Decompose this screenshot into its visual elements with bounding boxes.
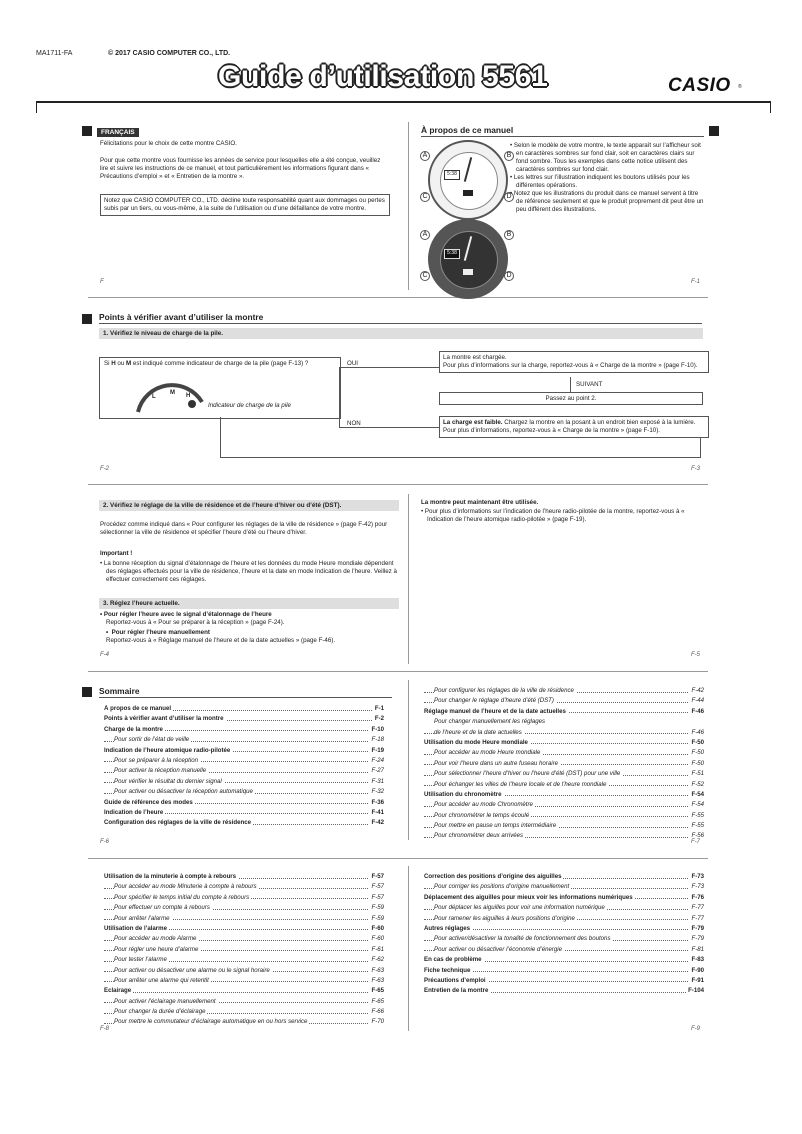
toc-entry-title: Éclairage <box>104 987 132 995</box>
page-number: F-1 <box>691 279 700 285</box>
page-number: F-2 <box>100 466 109 472</box>
toc-entry-page: F-46 <box>691 707 704 715</box>
toc-entry-title: Correction des positions d’origine des aiguilles <box>424 873 562 880</box>
toc-entry-page: F-59 <box>371 904 384 912</box>
disclaimer-text: Notez que CASIO COMPUTER CO., LTD. décline toute responsabilité quant aux dommages ou pertes subis par un tiers, ou vous-même, à la suite de l’utilisation ou d’une défaillance de votre montre. <box>104 197 385 212</box>
toc-entry-title: Pour mettre en pause un temps intermédiaire <box>434 822 557 830</box>
toc-entry-page: F-79 <box>691 935 704 943</box>
gauge-letter-l: L <box>152 394 156 400</box>
toc-entry-page: F-57 <box>371 873 384 880</box>
toc-entry <box>424 687 704 697</box>
toc-entry-title: Pour accéder au mode Minuterie à compte à rebours <box>114 883 257 891</box>
toc-entry-page: F-27 <box>371 767 384 775</box>
toc-entry-page: F-36 <box>371 798 384 806</box>
toc-entry-page: F-76 <box>691 893 704 901</box>
toc-entry-page: F-79 <box>691 924 704 932</box>
toc-entry <box>104 987 384 997</box>
toc-entry-page: F-65 <box>371 997 384 1005</box>
toc-entry <box>424 915 704 925</box>
button-letter-c: C <box>420 192 430 202</box>
toc-entry <box>104 956 384 966</box>
ready-text: • Pour plus d’informations sur l’indication de l’heure radio-pilotée de la montre, reportez-vous à « Indication de l’heure atomique radio-pilotée » (page F-19). <box>421 508 685 523</box>
toc-entry <box>104 1018 384 1028</box>
toc-entry-title: Pour activer l’éclairage manuellement <box>114 997 216 1005</box>
page-number: F-7 <box>691 839 700 845</box>
toc-entry-page: F-54 <box>691 801 704 809</box>
page-number: F-5 <box>691 652 700 658</box>
toc-entry <box>104 904 384 914</box>
toc-entry-page: F-104 <box>688 987 704 995</box>
toc-entry-title: Pour activer la réception manuelle <box>114 767 207 775</box>
toc-entry-page: F-55 <box>691 822 704 830</box>
language-badge: FRANÇAIS <box>97 128 139 137</box>
toc-entry-title: Pour chronométrer le temps écoulé <box>434 811 530 819</box>
toc-entry-page: F-50 <box>691 738 704 746</box>
margin-marker <box>82 687 92 697</box>
toc-entry-page: F-62 <box>371 956 384 964</box>
toc-entry <box>424 822 704 832</box>
about-bullets: • Selon le modèle de votre montre, le texte apparaît sur l’afficheur soit en caractères sombres sur fond clair, soit en caractères clairs sur fond sombre. Tous les exemples dans cette notice utilisent des caractères sombres sur fond clair. • Les lettres sur l’illustration indiquent les boutons utilisés pour les différentes opérations. • Notez que les illustrations du produit dans ce manuel servent à titre de référence seulement et que le produit proprement dit peut être un peu différent des illustrations. <box>510 142 704 213</box>
toc-entry-title: À propos de ce manuel <box>104 705 172 712</box>
toc-entry <box>104 1008 384 1018</box>
page-title: Guide d’utilisation 5561 <box>218 60 548 93</box>
toc-entry <box>424 894 704 904</box>
toc-entry-title: Pour ramener les aiguilles à leurs positions d’origine <box>434 914 575 922</box>
page-number: F-9 <box>691 1026 700 1032</box>
toc-entry <box>424 832 704 842</box>
toc-entry <box>424 987 704 997</box>
margin-marker <box>709 126 719 136</box>
toc-entry-title: Pour déplacer les aiguilles pour voir une information numérique <box>434 904 605 912</box>
toc-entry-title: Pour activer ou désactiver une alarme ou le signal horaire <box>114 966 270 974</box>
toc-entry <box>424 781 704 791</box>
gauge-letter-h: H <box>186 393 191 399</box>
watch-illustration: 5:38 <box>428 219 508 299</box>
toc-entry-title: Charge de la montre <box>104 725 163 733</box>
button-letter-b: B <box>504 230 514 240</box>
toc-entry-page: F-90 <box>691 966 704 974</box>
toc-entry-page: F-61 <box>371 945 384 953</box>
toc-entry-page: F-50 <box>691 759 704 767</box>
toc-entry-title: Pour changer manuellement les réglages <box>434 718 546 726</box>
toc-entry <box>424 791 704 801</box>
toc-entry-page: F-57 <box>371 893 384 901</box>
toc-entry <box>424 749 704 759</box>
toc-entry-title: Indication de l’heure <box>104 808 164 816</box>
question-box: Si H ou M est indiqué comme indicateur de charge de la pile (page F-13) ? <box>99 357 341 419</box>
toc-entry <box>424 760 704 770</box>
toc-entry <box>104 894 384 904</box>
toc-entry <box>104 778 384 788</box>
toc-entry-page: F-24 <box>371 756 384 764</box>
page-number: F-8 <box>100 1026 109 1032</box>
margin-marker <box>82 314 92 324</box>
about-manual-heading: À propos de ce manuel <box>421 125 704 137</box>
toc-entry-page: F-19 <box>371 746 384 754</box>
toc-column <box>424 873 704 998</box>
charged-box: La montre est chargée. Pour plus d’informations sur la charge, reportez-vous à « Charge de la montre » (page F-10). <box>439 351 709 373</box>
toc-entry <box>424 873 704 883</box>
button-letter-c: C <box>420 271 430 281</box>
toc-entry <box>424 697 704 707</box>
toc-entry-title: Pour voir l’heure dans un autre fuseau horaire <box>434 759 558 767</box>
toc-entry <box>424 977 704 987</box>
toc-entry-page: F-77 <box>691 914 704 922</box>
step2-text: Procédez comme indiqué dans « Pour configurer les réglages de la ville de résidence » (page F-42) pour sélectionner la ville de résidence et spécifier l’heure d’été ou l’heure d’hiver. <box>100 521 388 536</box>
toc-entry-title: Pour chronométrer deux arrivées <box>434 832 524 840</box>
gauge-letter-m: M <box>170 390 175 396</box>
toc-entry-page: F-73 <box>691 873 704 880</box>
toc-entry-title: de l’heure et de la date actuelles <box>434 728 522 736</box>
toc-entry-page: F-51 <box>691 770 704 778</box>
non-label: NON <box>347 420 361 427</box>
step1-header: 1. Vérifiez le niveau de charge de la pile. <box>99 328 703 339</box>
points-heading: Points à vérifier avant d’utiliser la montre <box>99 312 702 324</box>
toc-entry <box>424 770 704 780</box>
suivant-label: SUIVANT <box>576 381 603 388</box>
toc-entry-title: Pour changer la durée d’éclairage <box>114 1008 206 1016</box>
page-number: F-6 <box>100 839 109 845</box>
toc-entry-title: Pour accéder au mode Chronomètre <box>434 801 533 809</box>
toc-entry <box>424 946 704 956</box>
toc-entry <box>104 788 384 798</box>
toc-entry <box>104 935 384 945</box>
toc-entry-page: F-54 <box>691 790 704 798</box>
button-letter-a: A <box>420 151 430 161</box>
toc-entry-title: Pour accéder au mode Heure mondiale <box>434 749 541 757</box>
toc-entry <box>104 946 384 956</box>
page-number: F-4 <box>100 652 109 658</box>
toc-entry-title: Pour arrêter l’alarme <box>114 914 170 922</box>
button-letter-d: D <box>504 271 514 281</box>
intro-text: Pour que cette montre vous fournisse les années de service pour lesquelles elle a été conçue, veuillez lire et suivre les instructions de ce manuel, et tout particulièrement les informations figurant dans « Précautions d’emploi » et « Entretien de la montre ». <box>100 157 381 180</box>
toc-entry-title: Pour échanger les villes de l’heure locale et de l’heure mondiale <box>434 780 607 788</box>
margin-marker <box>82 126 92 136</box>
toc-entry-title: Utilisation de l’alarme <box>104 924 167 932</box>
button-letter-a: A <box>420 230 430 240</box>
toc-entry-page: F-81 <box>691 945 704 953</box>
toc-entry-title: Pour activer ou désactiver l’économie d’énergie <box>434 945 563 953</box>
toc-entry-title: Pour sortir de l’état de veille <box>114 736 190 744</box>
toc-entry <box>424 967 704 977</box>
toc-entry-page: F-41 <box>371 808 384 816</box>
toc-entry-title: Pour effectuer un compte à rebours <box>114 904 210 912</box>
toc-entry-title: Utilisation de la minuterie à compte à rebours <box>104 873 237 880</box>
toc-entry-title: Pour changer le réglage d’heure d’été (DST) <box>434 697 554 705</box>
toc-entry-title: Déplacement des aiguilles pour mieux voir les informations numériques <box>424 893 633 901</box>
toc-entry-page: F-91 <box>691 976 704 984</box>
toc-entry-page: F-63 <box>371 976 384 984</box>
copyright: © 2017 CASIO COMPUTER CO., LTD. <box>108 50 231 57</box>
step3-header: 3. Réglez l’heure actuelle. <box>99 598 399 609</box>
set-time-signal: • Pour régler l’heure avec le signal d’étalonnage de l’heure Reportez-vous à « Pour se préparer à la réception » (page F-24). <box>100 611 285 626</box>
toc-entry <box>104 873 384 883</box>
toc-entry-page: F-70 <box>371 1018 384 1026</box>
toc-entry-title: Pour activer/désactiver la tonalité de fonctionnement des boutons <box>434 935 611 943</box>
manual-code: MA1711-FA <box>36 50 73 57</box>
toc-entry-title: Pour vérifier le résultat du dernier signal <box>114 777 222 785</box>
toc-entry <box>104 726 384 736</box>
toc-entry-page: F-73 <box>691 883 704 891</box>
toc-entry-page: F-2 <box>374 715 384 723</box>
toc-entry <box>104 705 384 715</box>
toc-entry-title: Indication de l’heure atomique radio-pilotée <box>104 746 231 754</box>
toc-entry-title: Utilisation du chronomètre <box>424 790 502 798</box>
congrats-text: Félicitations pour le choix de cette montre CASIO. <box>100 140 237 147</box>
toc-entry <box>424 904 704 914</box>
toc-entry-title: Pour mettre le commutateur d’éclairage automatique en ou hors service <box>114 1018 308 1026</box>
toc-entry-page: F-66 <box>371 1008 384 1016</box>
important-label: Important ! <box>100 550 133 557</box>
toc-entry-page: F-18 <box>371 736 384 744</box>
toc-entry <box>104 767 384 777</box>
toc-entry-title: Entretien de la montre <box>424 987 489 995</box>
goto-step2-box: Passez au point 2. <box>439 392 703 405</box>
toc-entry <box>424 718 704 728</box>
toc-entry-page: F-1 <box>374 705 384 712</box>
toc-entry <box>104 967 384 977</box>
toc-entry-title: En cas de problème <box>424 956 482 964</box>
toc-entry <box>424 956 704 966</box>
set-time-manual: • Pour régler l’heure manuellement Reportez-vous à « Réglage manuel de l’heure et de la date actuelles » (page F-46). <box>106 629 336 644</box>
toc-entry <box>104 809 384 819</box>
toc-entry-title: Pour configurer les réglages de la ville de résidence <box>434 687 574 694</box>
toc-entry <box>424 708 704 718</box>
toc-entry-page: F-77 <box>691 904 704 912</box>
battery-gauge-icon <box>130 382 210 417</box>
toc-entry <box>104 977 384 987</box>
toc-entry-title: Utilisation du mode Heure mondiale <box>424 738 528 746</box>
button-letter-d: D <box>504 192 514 202</box>
toc-entry-page: F-32 <box>371 788 384 796</box>
toc-entry-title: Pour régler une heure d’alarme <box>114 945 199 953</box>
toc-entry-page: F-56 <box>691 832 704 840</box>
toc-entry <box>104 757 384 767</box>
toc-entry-title: Autres réglages <box>424 924 471 932</box>
toc-entry-page: F-63 <box>371 966 384 974</box>
toc-entry-title: Pour accéder au mode Alarme <box>114 935 197 943</box>
toc-leader <box>104 992 384 993</box>
toc-entry-page: F-65 <box>371 987 384 995</box>
toc-entry-page: F-60 <box>371 935 384 943</box>
toc-entry-title: Fiche technique <box>424 966 471 974</box>
page-number: F <box>100 279 104 285</box>
toc-entry-title: Pour spécifier le temps initial du compte à rebours <box>114 893 250 901</box>
toc-entry-page: F-60 <box>371 924 384 932</box>
toc-column <box>104 705 384 830</box>
toc-entry-page: F-57 <box>371 883 384 891</box>
toc-column <box>104 873 384 1029</box>
oui-label: OUI <box>347 360 359 367</box>
toc-entry-title: Réglage manuel de l’heure et de la date actuelles <box>424 707 566 715</box>
toc-entry <box>424 883 704 893</box>
casio-logo: CASIO <box>668 75 731 96</box>
page-number: F-3 <box>691 466 700 472</box>
toc-entry-page: F-44 <box>691 697 704 705</box>
toc-entry <box>104 799 384 809</box>
toc-entry <box>104 998 384 1008</box>
step2-header: 2. Vérifiez le réglage de la ville de résidence et de l’heure d’hiver ou d’été (DST). <box>99 500 399 511</box>
toc-entry <box>424 812 704 822</box>
toc-entry <box>424 729 704 739</box>
toc-entry <box>424 935 704 945</box>
disclaimer-box <box>100 194 390 216</box>
toc-entry <box>424 739 704 749</box>
toc-column <box>424 687 704 843</box>
toc-entry-page: F-42 <box>691 687 704 694</box>
toc-entry-title: Pour corriger les positions d’origine manuellement <box>434 883 570 891</box>
toc-entry <box>104 819 384 829</box>
toc-entry <box>104 915 384 925</box>
toc-entry-page: F-10 <box>371 725 384 733</box>
toc-entry <box>104 747 384 757</box>
important-text: • La bonne réception du signal d’étalonnage de l’heure et les données du mode Heure mondiale dépendent des réglages effectués pour la ville de résidence, l’heure et la date en mode Indication de l’heure. Veillez à effectuer correctement ces réglages. <box>100 560 397 583</box>
toc-entry-title: Pour tester l’alarme <box>114 956 167 964</box>
toc-entry <box>104 883 384 893</box>
ready-heading: La montre peut maintenant être utilisée. <box>421 499 539 506</box>
toc-entry-page: F-59 <box>371 914 384 922</box>
toc-entry-title: Précautions d’emploi <box>424 976 486 984</box>
toc-entry-title: Pour se préparer à la réception <box>114 756 199 764</box>
toc-entry-title: Configuration des réglages de la ville de résidence <box>104 819 251 827</box>
gauge-label: Indicateur de charge de la pile <box>208 402 291 409</box>
toc-entry-page: F-50 <box>691 749 704 757</box>
toc-entry <box>104 925 384 935</box>
toc-entry-page: F-83 <box>691 956 704 964</box>
toc-entry-title: Pour activer ou désactiver la réception automatique <box>114 788 253 796</box>
toc-entry <box>104 736 384 746</box>
toc-entry-page: F-31 <box>371 777 384 785</box>
toc-entry <box>104 715 384 725</box>
toc-entry <box>424 801 704 811</box>
toc-heading: Sommaire <box>99 686 392 698</box>
toc-entry-title: Pour arrêter une alarme qui retentit <box>114 976 209 984</box>
toc-entry-title: Pour sélectionner l’heure d’hiver ou l’heure d’été (DST) pour une ville <box>434 770 621 778</box>
toc-entry-page: F-52 <box>691 780 704 788</box>
toc-entry-title: Points à vérifier avant d’utiliser la montre <box>104 715 224 723</box>
low-charge-box: La charge est faible. Chargez la montre en la posant à un endroit bien exposé à la lumière. Pour plus d’informations, reportez-vous à « Charge de la montre » (page F-10). <box>439 416 709 438</box>
registered-mark: ® <box>738 84 742 90</box>
toc-entry <box>424 925 704 935</box>
watch-illustration: 5:38 <box>428 140 508 220</box>
toc-entry-title: Guide de référence des modes <box>104 798 193 806</box>
toc-entry-page: F-46 <box>691 728 704 736</box>
button-letter-b: B <box>504 151 514 161</box>
toc-entry-page: F-55 <box>691 811 704 819</box>
toc-entry-page: F-42 <box>371 819 384 827</box>
